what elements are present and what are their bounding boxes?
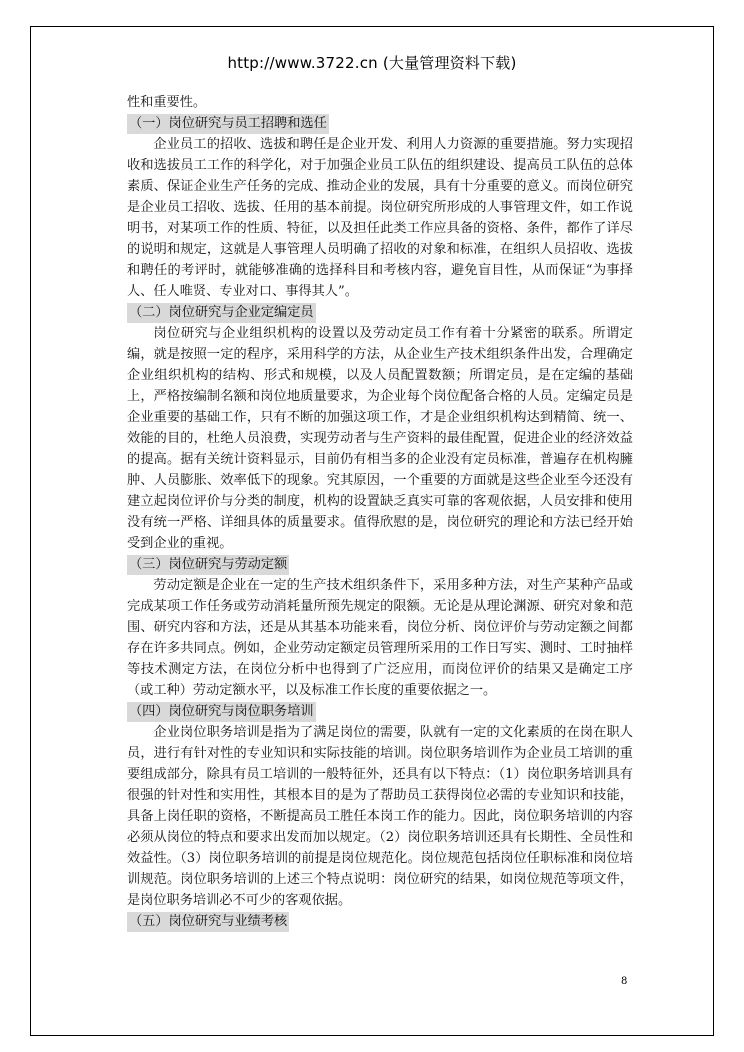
section-heading-row [127,701,633,722]
section-heading: （三）岗位研究与劳动定额 [127,555,289,575]
header-url: http://www.3722.cn (大量管理资料下载) [227,54,517,72]
document-body [127,92,633,932]
section-heading: （四）岗位研究与岗位职务培训 [127,702,316,722]
section-heading-row [127,302,633,323]
section-paragraph: 劳动定额是企业在一定的生产技术组织条件下，采用多种方法，对生产某种产品或完成某项工作任务或劳动消耗量所预先规定的限额。无论是从理论渊源、研究对象和范围、研究内容和方法，还是从其基本功能来看，岗位分析、岗位评价与劳动定额之间都存在许多共同点。例如，企业劳动定额定员管理所采用的工作日写实、测时、工时抽样等技术测定方法，在岗位分析中也得到了广泛应用，而岗位评价的结果又是确定工序（或工种）劳动定额水平，以及标准工作长度的重要依据之一。 [127,578,633,698]
section-heading: （一）岗位研究与员工招聘和选任 [127,114,329,134]
section-heading-row [127,554,633,575]
intro-fragment: 性和重要性。 [127,95,207,110]
section-heading-row [127,113,633,134]
section-heading: （五）岗位研究与业绩考核 [127,912,289,932]
section-paragraph: 岗位研究与企业组织机构的设置以及劳动定员工作有着十分紧密的联系。所谓定编，就是按照一定的程序，采用科学的方法，从企业生产技术组织条件出发，合理确定企业组织机构的结构、形式和规模，以及人员配置数额；所谓定员，是在定编的基础上，严格按编制名额和岗位地质量要求，为企业每个岗位配备合格的人员。定编定员是企业重要的基础工作，只有不断的加强这项工作，才是企业组织机构达到精简、统一、效能的目的，杜绝人员浪费，实现劳动者与生产资料的最佳配置，促进企业的经济效益的提高。据有关统计资料显示，目前仍有相当多的企业没有定员标准，普遍存在机构臃肿、人员膨胀、效率低下的现象。究其原因，一个重要的方面就是这些企业至今还没有建立起岗位评价与分类的制度，机构的设置缺乏真实可靠的客观依据，人员安排和使用没有统一严格、详细具体的质量要求。值得欣慰的是，岗位研究的理论和方法已经开始受到企业的重视。 [127,326,633,551]
section-paragraph: 企业员工的招收、选拔和聘任是企业开发、利用人力资源的重要措施。努力实现招收和选拔员工工作的科学化，对于加强企业员工队伍的组织建设、提高员工队伍的总体素质、保证企业生产任务的完成、推动企业的发展，具有十分重要的意义。而岗位研究是企业员工招收、选拔、任用的基本前提。岗位研究所形成的人事管理文件，如工作说明书，对某项工作的性质、特征，以及担任此类工作应具备的资格、条件，都作了详尽的说明和规定，这就是人事管理人员明确了招收的对象和标准，在组织人员招收、选拔和聘任的考评时，就能够准确的选择科目和考核内容，避免盲目性，从而保证“为事择人、任人唯贤、专业对口、事得其人”。 [127,137,633,299]
section-heading-row [127,911,633,932]
section-paragraph: 企业岗位职务培训是指为了满足岗位的需要，队就有一定的文化素质的在岗在职人员，进行有针对性的专业知识和实际技能的培训。岗位职务培训作为企业员工培训的重要组成部分，除具有员工培训的一般特征外，还具有以下特点：（1）岗位职务培训具有很强的针对性和实用性，其根本目的是为了帮助员工获得岗位必需的专业知识和技能，具备上岗任职的资格，不断提高员工胜任本岗工作的能力。因此，岗位职务培训的内容必须从岗位的特点和要求出发而加以规定。（2）岗位职务培训还具有长期性、全员性和效益性。（3）岗位职务培训的前提是岗位规范化。岗位规范包括岗位任职标准和岗位培训规范。岗位职务培训的上述三个特点说明：岗位研究的结果，如岗位规范等项文件，是岗位职务培训必不可少的客观依据。 [127,725,633,908]
section-heading: （二）岗位研究与企业定编定员 [127,303,316,323]
page-number: 8 [621,976,628,987]
